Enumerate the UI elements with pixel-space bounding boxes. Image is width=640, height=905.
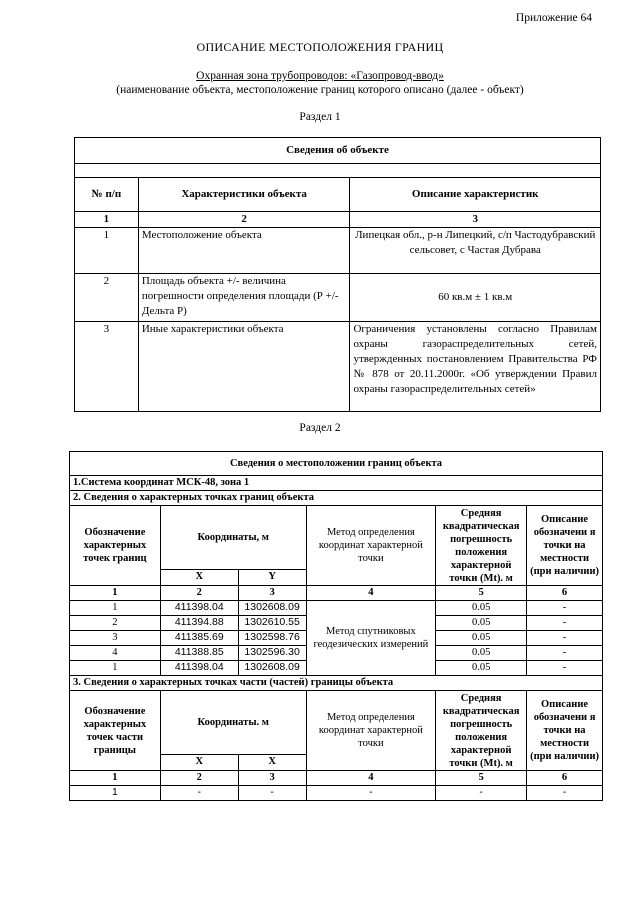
- section-1-label: Раздел 1: [299, 111, 341, 123]
- row-number: 3: [75, 322, 139, 412]
- boundary-table: [69, 451, 603, 801]
- part-point-id: 1: [70, 786, 161, 801]
- col-header-point-description: Описание обозначени я точки на местности (при наличии): [527, 506, 603, 586]
- col-header-coords: Координаты. м: [160, 691, 306, 755]
- point-id: 1: [70, 601, 161, 616]
- method-cell: Метод спутниковых геодезических измерений: [306, 601, 436, 676]
- point-description: -: [527, 631, 603, 646]
- index-cell: 2: [160, 586, 238, 601]
- index-cell: 3: [350, 212, 601, 228]
- appendix-label: Приложение 64: [515, 12, 592, 24]
- col-header-method: Метод определения координат характерной точки: [306, 691, 436, 771]
- point-id: 3: [70, 631, 161, 646]
- point-error: 0.05: [436, 601, 527, 616]
- index-cell: 1: [70, 586, 161, 601]
- col-header-num: № п/п: [75, 178, 139, 212]
- point-y: 1302596.30: [238, 646, 306, 661]
- part-2-title: 2. Сведения о характерных точках границ объекта: [70, 491, 603, 506]
- part-point-description: -: [527, 786, 603, 801]
- row-description: 60 кв.м ± 1 кв.м: [350, 274, 601, 322]
- point-description: -: [527, 661, 603, 676]
- point-y: 1302608.09: [238, 661, 306, 676]
- point-x: 411394.88: [160, 616, 238, 631]
- object-name: Охранная зона трубопроводов: «Газопровод-ввод»: [196, 70, 444, 82]
- point-description: -: [527, 646, 603, 661]
- row-name: Площадь объекта +/- величина погрешности определения площади (Р +/- Дельта Р): [138, 274, 350, 322]
- index-cell: 2: [138, 212, 350, 228]
- part-point-x2: -: [238, 786, 306, 801]
- point-x: 411388.85: [160, 646, 238, 661]
- table-row: [75, 274, 601, 322]
- index-cell: 4: [306, 586, 436, 601]
- row-name: Иные характеристики объекта: [138, 322, 350, 412]
- object-description-note: (наименование объекта, местоположение границ которого описано (далее - объект): [116, 84, 524, 96]
- col-header-x: X: [238, 755, 306, 771]
- index-cell: 3: [238, 771, 306, 786]
- col-header-error: Средняя квадратическая погрешность положения характерной точки (Mt). м: [436, 691, 527, 771]
- index-cell: 4: [306, 771, 436, 786]
- point-error: 0.05: [436, 646, 527, 661]
- part-3-title: 3. Сведения о характерных точках части (частей) границы объекта: [70, 676, 603, 691]
- point-id: 2: [70, 616, 161, 631]
- index-cell: 3: [238, 586, 306, 601]
- index-cell: 1: [75, 212, 139, 228]
- index-cell: 5: [436, 586, 527, 601]
- part-point-error: -: [436, 786, 527, 801]
- point-y: 1302608.09: [238, 601, 306, 616]
- col-header-point: Обозначение характерных точек границ: [70, 506, 161, 586]
- col-header-part-point: Обозначение характерных точек части границы: [70, 691, 161, 771]
- col-header-coords: Координаты, м: [160, 506, 306, 570]
- point-error: 0.05: [436, 661, 527, 676]
- index-cell: 5: [436, 771, 527, 786]
- point-id: 4: [70, 646, 161, 661]
- point-x: 411398.04: [160, 601, 238, 616]
- coordinate-system: 1.Система координат МСК-48, зона 1: [70, 476, 603, 491]
- index-cell: 1: [70, 771, 161, 786]
- part-point-method: -: [306, 786, 436, 801]
- index-cell: 6: [527, 586, 603, 601]
- point-id: 1: [70, 661, 161, 676]
- point-x: 411398.04: [160, 661, 238, 676]
- row-number: 2: [75, 274, 139, 322]
- table-row: [75, 228, 601, 274]
- col-header-x: X: [160, 570, 238, 586]
- col-header-method: Метод определения координат характерной точки: [306, 506, 436, 586]
- point-x: 411385.69: [160, 631, 238, 646]
- index-cell: 2: [160, 771, 238, 786]
- col-header-description: Описание характеристик: [350, 178, 601, 212]
- page-title: ОПИСАНИЕ МЕСТОПОЛОЖЕНИЯ ГРАНИЦ: [196, 40, 444, 54]
- table-title: Сведения о местоположении границ объекта: [70, 452, 603, 476]
- table-title: Сведения об объекте: [75, 138, 601, 164]
- point-y: 1302598.76: [238, 631, 306, 646]
- col-header-point-description: Описание обозначени я точки на местности (при наличии): [527, 691, 603, 771]
- col-header-characteristic: Характеристики объекта: [138, 178, 350, 212]
- point-y: 1302610.55: [238, 616, 306, 631]
- point-error: 0.05: [436, 631, 527, 646]
- index-cell: 6: [527, 771, 603, 786]
- row-name: Местоположение объекта: [138, 228, 350, 274]
- table-row: [75, 322, 601, 412]
- row-number: 1: [75, 228, 139, 274]
- row-description: Липецкая обл., р-н Липецкий, с/п Частодубравский сельсовет, с Частая Дубрава: [350, 228, 601, 274]
- part-point-x: -: [160, 786, 238, 801]
- point-description: -: [527, 601, 603, 616]
- point-description: -: [527, 616, 603, 631]
- col-header-y: Y: [238, 570, 306, 586]
- row-description: Ограничения установлены согласно Правилам охраны газораспределительных сетей, утвержденных постановлением Правительства РФ № 878 от 20.11.2000г. «Об утверждении Правил охраны газораспределительных сетей»: [350, 322, 601, 412]
- point-error: 0.05: [436, 616, 527, 631]
- spacer-row: [75, 164, 601, 178]
- table-row: [70, 601, 603, 616]
- table-row: [70, 786, 603, 801]
- object-info-table: [74, 137, 601, 412]
- col-header-x: X: [160, 755, 238, 771]
- col-header-error: Средняя квадратическая погрешность положения характерной точки (Mt). м: [436, 506, 527, 586]
- section-2-label: Раздел 2: [299, 422, 341, 434]
